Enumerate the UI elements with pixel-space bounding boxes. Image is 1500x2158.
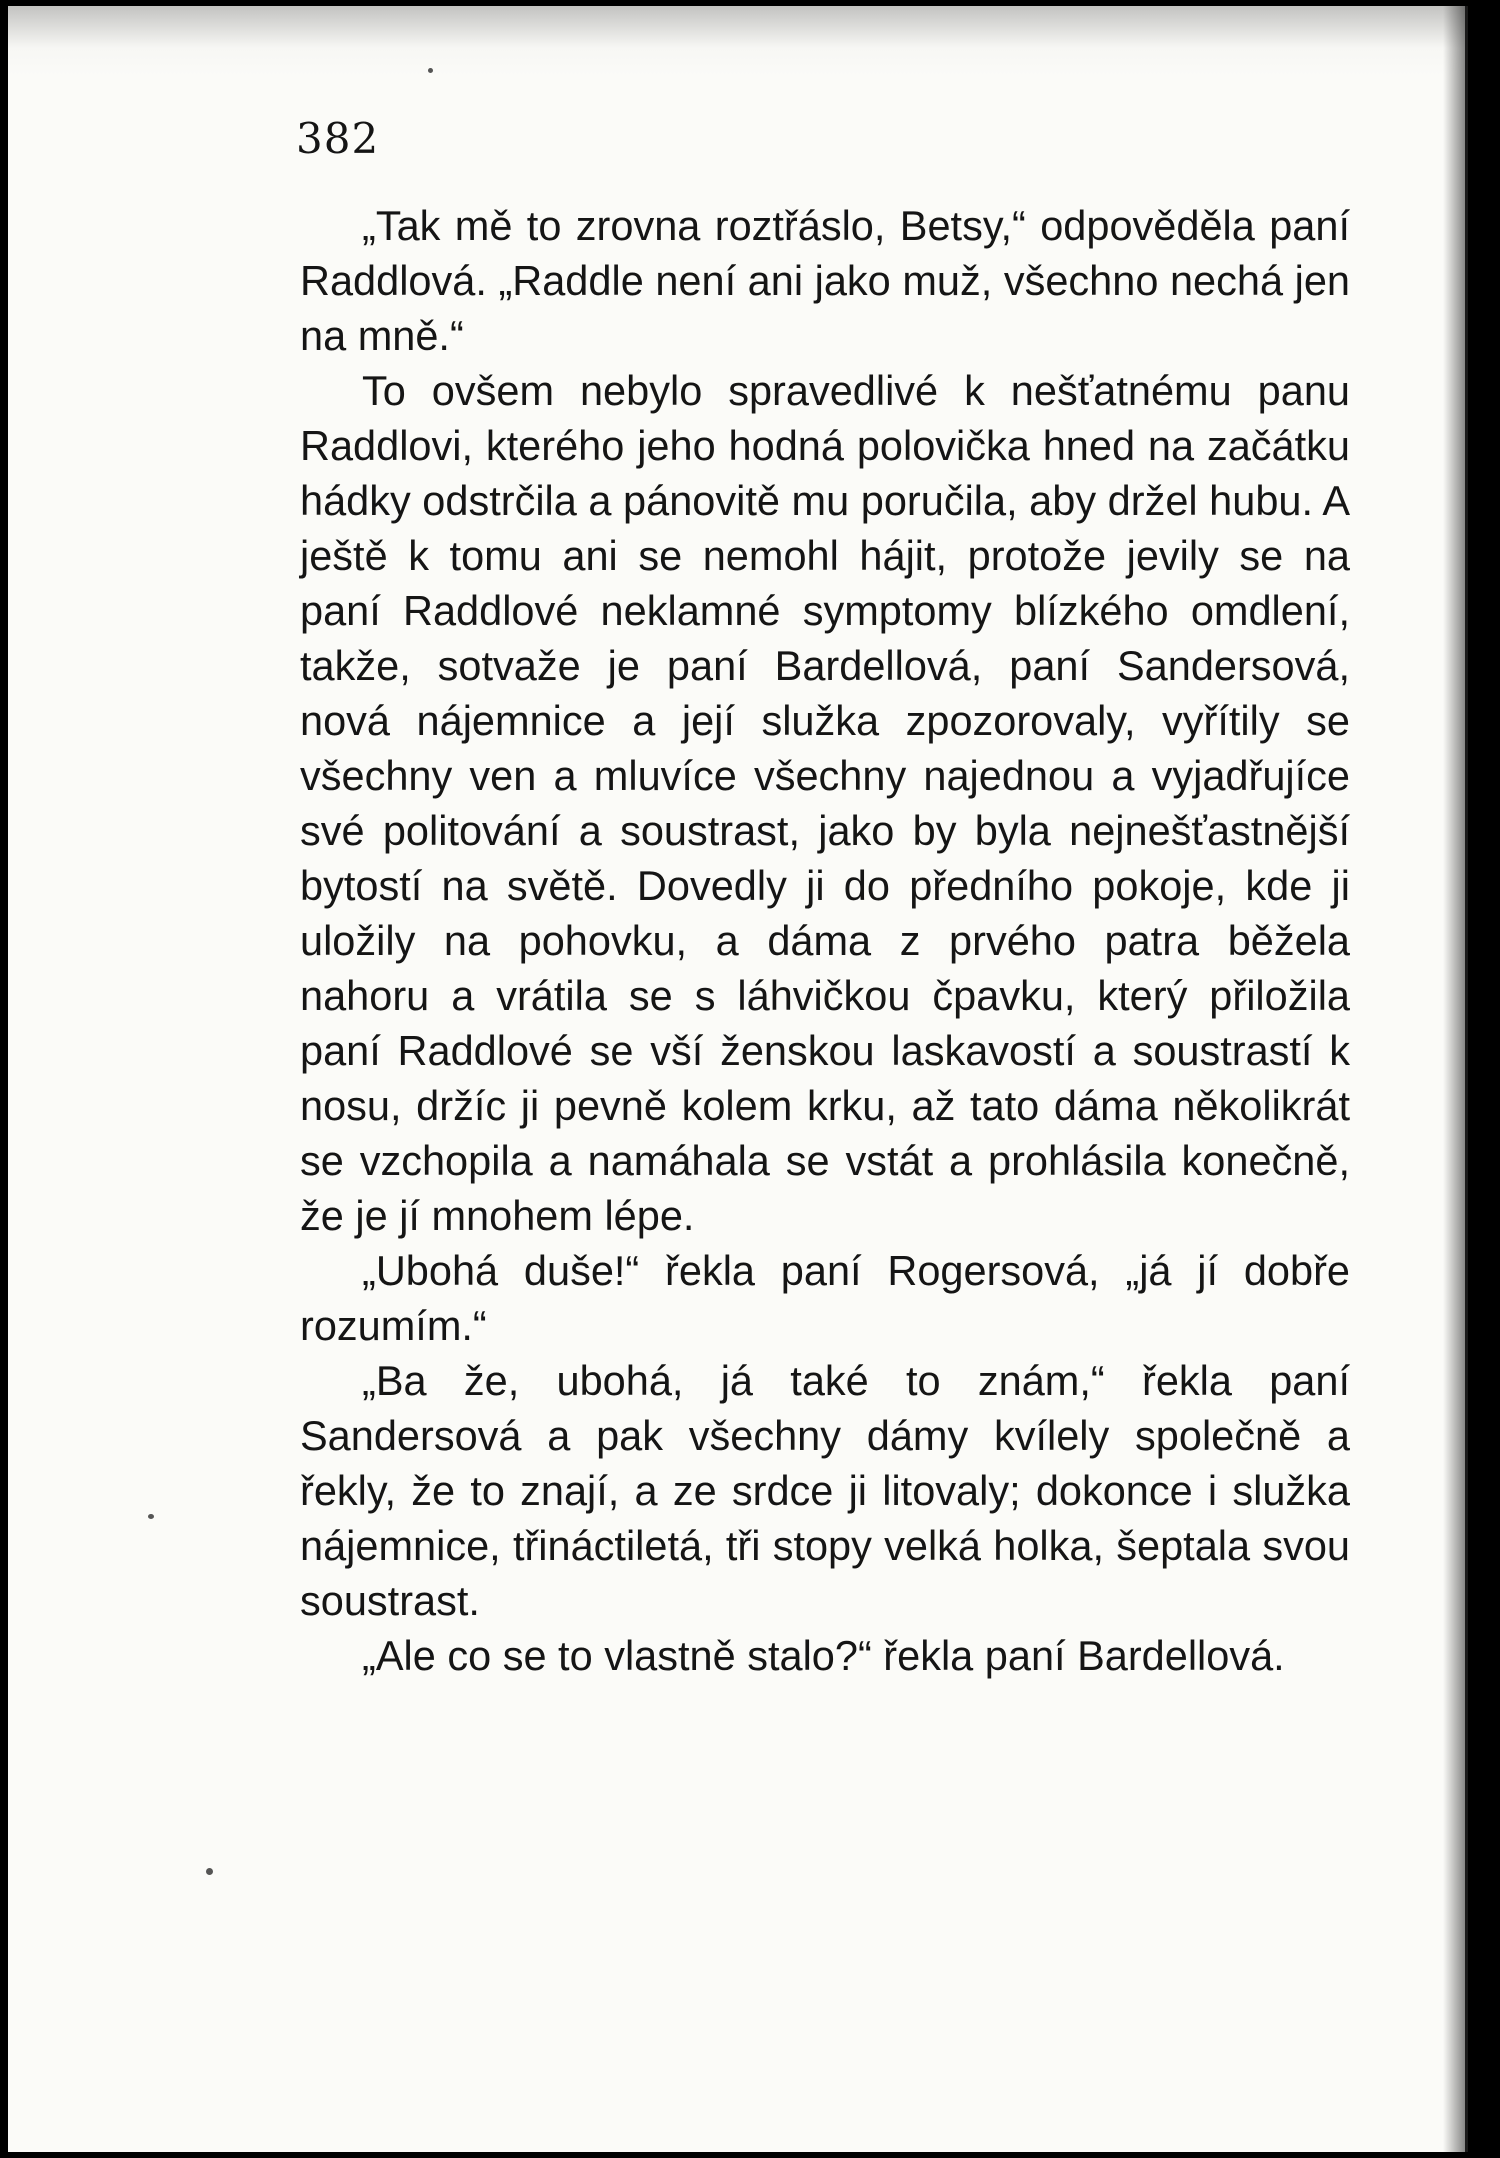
scan-shadow-right — [1443, 6, 1465, 2152]
scan-speck — [148, 1514, 154, 1519]
scan-speck — [206, 1868, 213, 1875]
page-number: 382 — [296, 114, 380, 163]
paragraph: „Ale co se to vlastně stalo?“ řekla paní Bardellová. — [362, 1632, 1285, 1679]
scan-shadow-top — [8, 6, 1468, 76]
body-text — [300, 198, 1350, 1683]
book-page — [8, 6, 1468, 2152]
scan-speck — [428, 68, 433, 73]
paragraph: „Tak mě to zrovna roztřáslo, Betsy,“ odpověděla paní Raddlová. „Raddle není ani jako muž, všechno nechá jen na mně.“ — [300, 202, 1350, 359]
paragraph: „Ubohá duše!“ řekla paní Rogersová, „já jí dobře rozumím.“ — [300, 1247, 1350, 1349]
paragraph: „Ba že, ubohá, já také to znám,“ řekla paní Sandersová a pak všechny dámy kvílely společně a řekly, že to znají, a ze srdce ji litovaly; dokonce i služka nájemnice, třináctiletá, tři stopy velká holka, šeptala svou soustrast. — [300, 1357, 1350, 1624]
paragraph: To ovšem nebylo spravedlivé k nešťatnému panu Raddlovi, kterého jeho hodná polovička hned na začátku hádky odstrčila a pánovitě mu poručila, aby držel hubu. A ještě k tomu ani se nemohl hájit, protože jevily se na paní Raddlové neklamné symptomy blízkého omdlení, takže, sotvaže je paní Bardellová, paní Sandersová, nová nájemnice a její služka zpozorovaly, vyřítily se všechny ven a mluvíce všechny najednou a vyjadřujíce své politování a soustrast, jako by byla nejnešťastnější bytostí na světě. Dovedly ji do předního pokoje, kde ji uložily na pohovku, a dáma z prvého patra běžela nahoru a vrátila se s láhvičkou čpavku, který přiložila paní Raddlové se vší ženskou laskavostí a soustrastí k nosu, držíc ji pevně kolem krku, až tato dáma několikrát se vzchopila a namáhala se vstát a prohlásila konečně, že je jí mnohem lépe. — [300, 367, 1350, 1239]
